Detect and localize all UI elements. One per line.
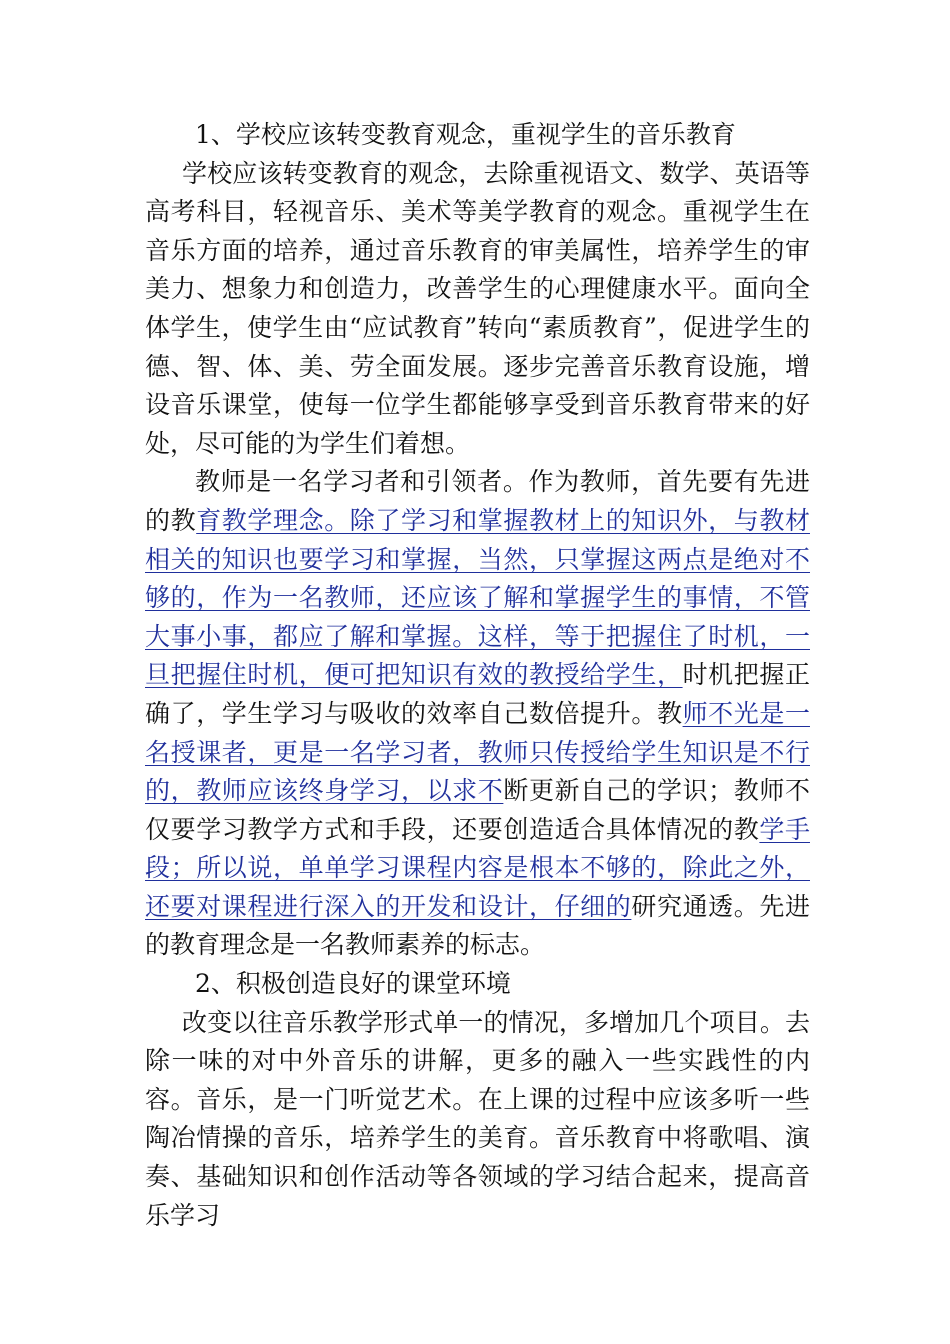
document-page — [145, 116, 810, 1235]
text-run: 时机把握正确了，学生学习与吸收的效率自己数倍提升。教 — [145, 660, 810, 728]
text-run: 教师是一名学习者和引领者。作为教师，首先要有先进的教 — [145, 467, 810, 535]
paragraph-classroom-environment: 改变以往音乐教学形式单一的情况，多增加几个项目。去除一味的对中外音乐的讲解，更多的融入一些实践性的内容。音乐，是一门听觉艺术。在上课的过程中应该多听一些陶冶情操的音乐，培养学生的美育。音乐教育中将歌唱、演奏、基础知识和创作活动等各领域的学习结合起来，提高音乐学习 — [145, 1007, 810, 1230]
section-heading-2: 2、积极创造良好的课堂环境 — [195, 969, 511, 999]
section-heading-1: 1、学校应该转变教育观念，重视学生的音乐教育 — [195, 120, 736, 149]
paragraph-teacher-learner — [145, 463, 810, 965]
hyperlink-text[interactable]: 学手段；所以说，单单学习课程内容是根本不够的，除此之外，还要对课程进行深入的开发和设计，仔细的 — [145, 814, 810, 921]
text-run: 研究通透。先进的教育理念是一名教师素养的标志。 — [145, 891, 810, 960]
hyperlink-text[interactable]: 育教学理念。除了学习和掌握教材上的知识外，与教材相关的知识也要学习和掌握，当然，只掌握这两点是绝对不够的，作为一名教师，还应该了解和掌握学生的事情，不管大事小事，都应了解和掌握。这样，等于把握住了时机，一旦把握住时机，便可把知识有效的教授给学生， — [145, 505, 810, 690]
hyperlink-text[interactable]: 师不光是一名授课者，更是一名学习者，教师只传授给学生知识是不行的，教师应该终身学习，以求不 — [145, 698, 810, 806]
paragraph-school-education: 学校应该转变教育的观念，去除重视语文、数学、英语等高考科目，轻视音乐、美术等美学教育的观念。重视学生在音乐方面的培养，通过音乐教育的审美属性，培养学生的审美力、想象力和创造力，改善学生的心理健康水平。面向全体学生，使学生由“应试教育”转向“素质教育”，促进学生的德、智、体、美、劳全面发展。逐步完善音乐教育设施，增设音乐课堂，使每一位学生都能够享受到音乐教育带来的好处，尽可能的为学生们着想。 — [145, 158, 810, 458]
text-run: 断更新自己的学识；教师不仅要学习教学方式和手段，还要创造适合具体情况的教 — [145, 776, 810, 844]
